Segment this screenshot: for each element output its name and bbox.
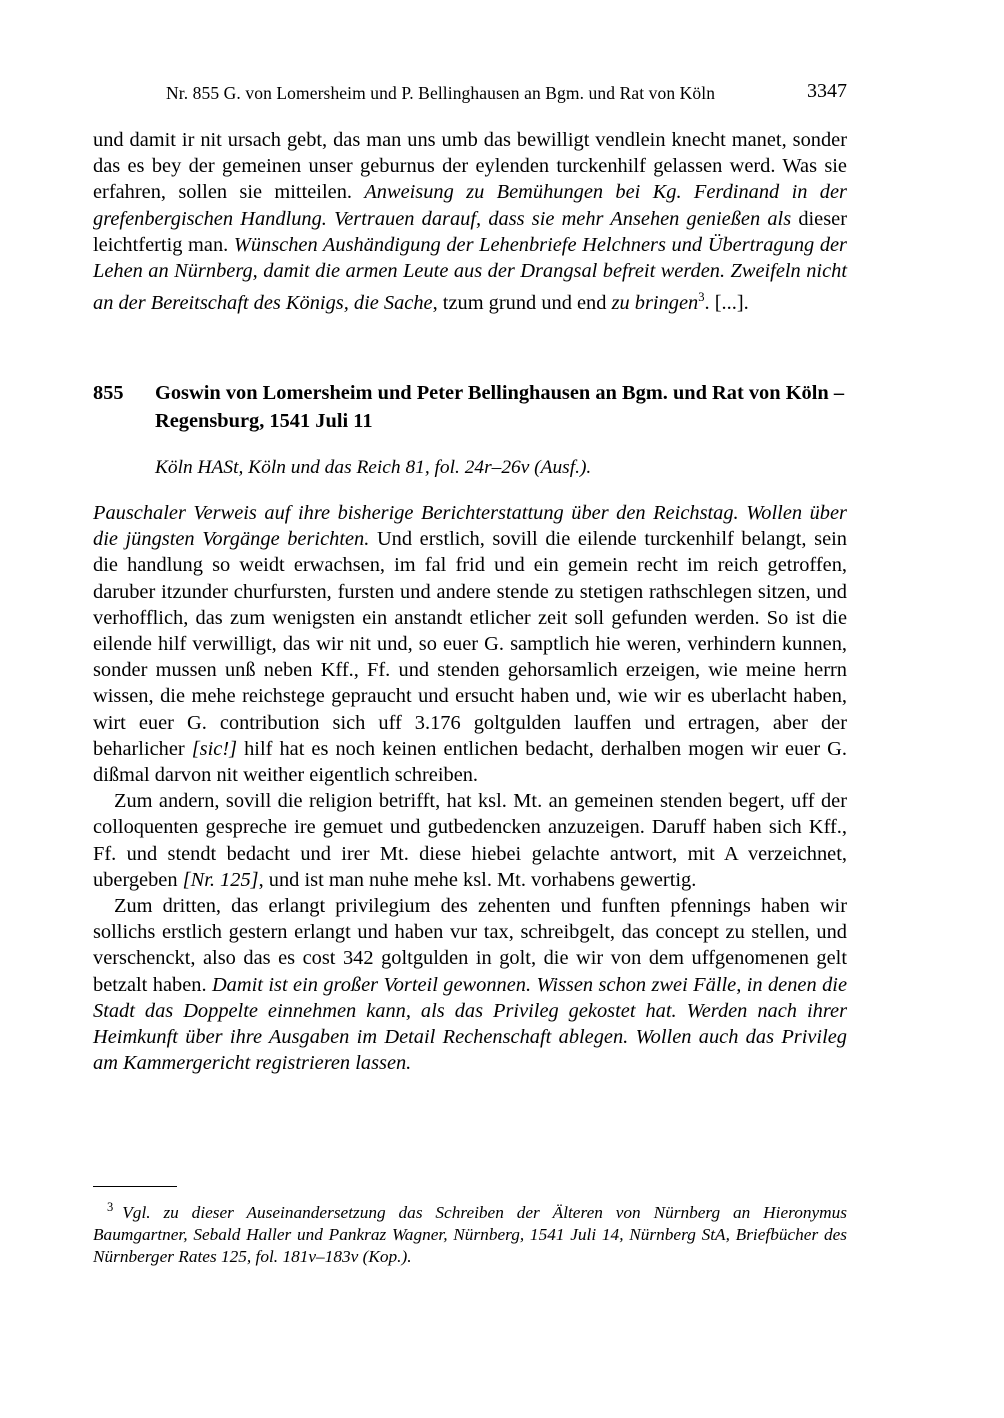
footnote-separator-rule (93, 1186, 177, 1187)
paragraph-two (93, 788, 847, 893)
text-run-roman: und damit ir nit ursach gebt, das man uns umb das bewilligt vendlein knecht manet, sonder das es bey der gemeinen unser geburnus der eylenden turckenhilf gelassen werd. Was sie erfahren, sollen sie mitteilen. (93, 129, 847, 204)
running-head-title: Nr. 855 G. von Lomersheim und P. Bellinghausen an Bgm. und Rat von Köln (166, 83, 716, 103)
text-run-italic: Wünschen Aushändigung der Lehenbriefe Helchners und Übertragung der Lehen an Nürnberg, damit die armen Leute aus der Drangsal befreit werden. Zweifeln nicht an der Bereitschaft des Königs, die Sache (93, 233, 847, 315)
footnote-reference[interactable]: 3 (698, 290, 705, 305)
text-run-roman: Und erstlich, sovill die eilende turckenhilf belangt, sein die handlung so weidt erwachsen, im fal frid und ein gemein recht im reich getroffen, daruber itzunder churfursten, fursten und andere stende zu stetigen rathschlegen sitzen, und verhofflich, das zum wenigsten ein anstandt etlicher zeit soll gefunden werden. So ist die eilende hilf verwilligt, das wir nit und, so euer G. samptlich hie weren, verhindern kunnen, sonder mussen unß neben Kff., Ff. und stenden gehorsamlich erzeigen, wie meine herrn wissen, die mehe reichstege gepraucht und ersucht haben und, wie wir es uberlacht haben, wirt euer G. contribution sich uff 3.176 goltgulden lauffen und ertragen, aber der beharlicher (93, 528, 847, 760)
heading-row (93, 379, 847, 435)
text-run-roman: . [...]. (704, 292, 749, 315)
text-run-roman: hilf hat es noch keinen entlichen bedacht, derhalben mogen wir euer G. dißmal darvon nit weither eigentlich schreiben. (93, 737, 847, 787)
document-body-block (93, 500, 847, 1076)
paragraph-three (93, 893, 847, 1076)
text-run-italic-sic: [sic!] (191, 737, 238, 760)
text-run-roman: , und ist man nuhe mehe ksl. Mt. vorhabens gewertig. (258, 868, 697, 891)
heading-title: Goswin von Lomersheim und Peter Bellinghausen an Bgm. und Rat von Köln – Regensburg, 1541 Juli 11 (155, 382, 845, 432)
footnote-area (93, 1186, 847, 1268)
document-heading-block (93, 379, 847, 481)
text-run-roman: Zum andern, sovill die religion betrifft, hat ksl. Mt. an gemeinen stenden begert, uff der colloquenten gespreche ire gemuet und gutbedencken anzuzeigen. Daruff haben sich Kff., Ff. und stendt bedacht und irer Mt. diese hiebei gelachte antwort, mit A verzeichnet, ubergeben (93, 790, 847, 891)
text-run-roman: Zum dritten, das erlangt privilegium des zehenten und funften pfennings haben wir sollichs erstlich gestern erlangt und haben vur tax, schreibgelt, das concept zu stellen, und verschenckt, also das es cost 342 goltgulden in golt, die wir von dem uffgenomenen gelt betzalt haben. (93, 895, 847, 996)
text-run-italic: Damit ist ein großer Vorteil gewonnen. Wissen schon zwei Fälle, in denen die Stadt das Doppelte einnehmen kann, als das Privileg gekostet hat. Werden nach ihrer Heimkunft über ihre Ausgaben im Detail Rechenschaft ablegen. Wollen auch das Privileg am Kammergericht registrieren lassen. (93, 973, 847, 1075)
text-run-roman: dieser leichtfertig man. (93, 207, 847, 256)
text-run-italic-crossref: [Nr. 125] (182, 868, 259, 891)
text-run-italic: Anweisung zu Bemühungen bei Kg. Ferdinand in der grefenbergischen Handlung. Vertrauen darauf, dass sie mehr Ansehen genießen als (93, 181, 847, 230)
continued-paragraph-block (93, 127, 847, 316)
text-run-italic: zu bringen (611, 292, 699, 315)
text-run-roman: , tzum grund und end (432, 292, 612, 315)
running-head (93, 80, 847, 106)
paragraph-continued (93, 127, 847, 316)
text-run-italic: Pauschaler Verweis auf ihre bisherige Berichterstattung über den Reichstag. Wollen über die jüngsten Vorgänge berichten. (93, 502, 847, 551)
footnote-entry (93, 1196, 847, 1268)
heading-source-reference: Köln HASt, Köln und das Reich 81, fol. 24r–26v (Ausf.). (155, 457, 592, 478)
footnote-text: Vgl. zu dieser Auseinandersetzung das Schreiben der Älteren von Nürnberg an Hieronymus Baumgartner, Sebald Haller und Pankraz Wagner, Nürnberg, 1541 Juli 14, Nürnberg StA, Briefbücher des Nürnberger Rates 125, fol. 181v–183v (Kop.). (93, 1202, 847, 1267)
footnote-marker: 3 (107, 1200, 114, 1214)
heading-number: 855 (93, 382, 124, 404)
page-number: 3347 (807, 80, 847, 102)
paragraph-one (93, 500, 847, 788)
